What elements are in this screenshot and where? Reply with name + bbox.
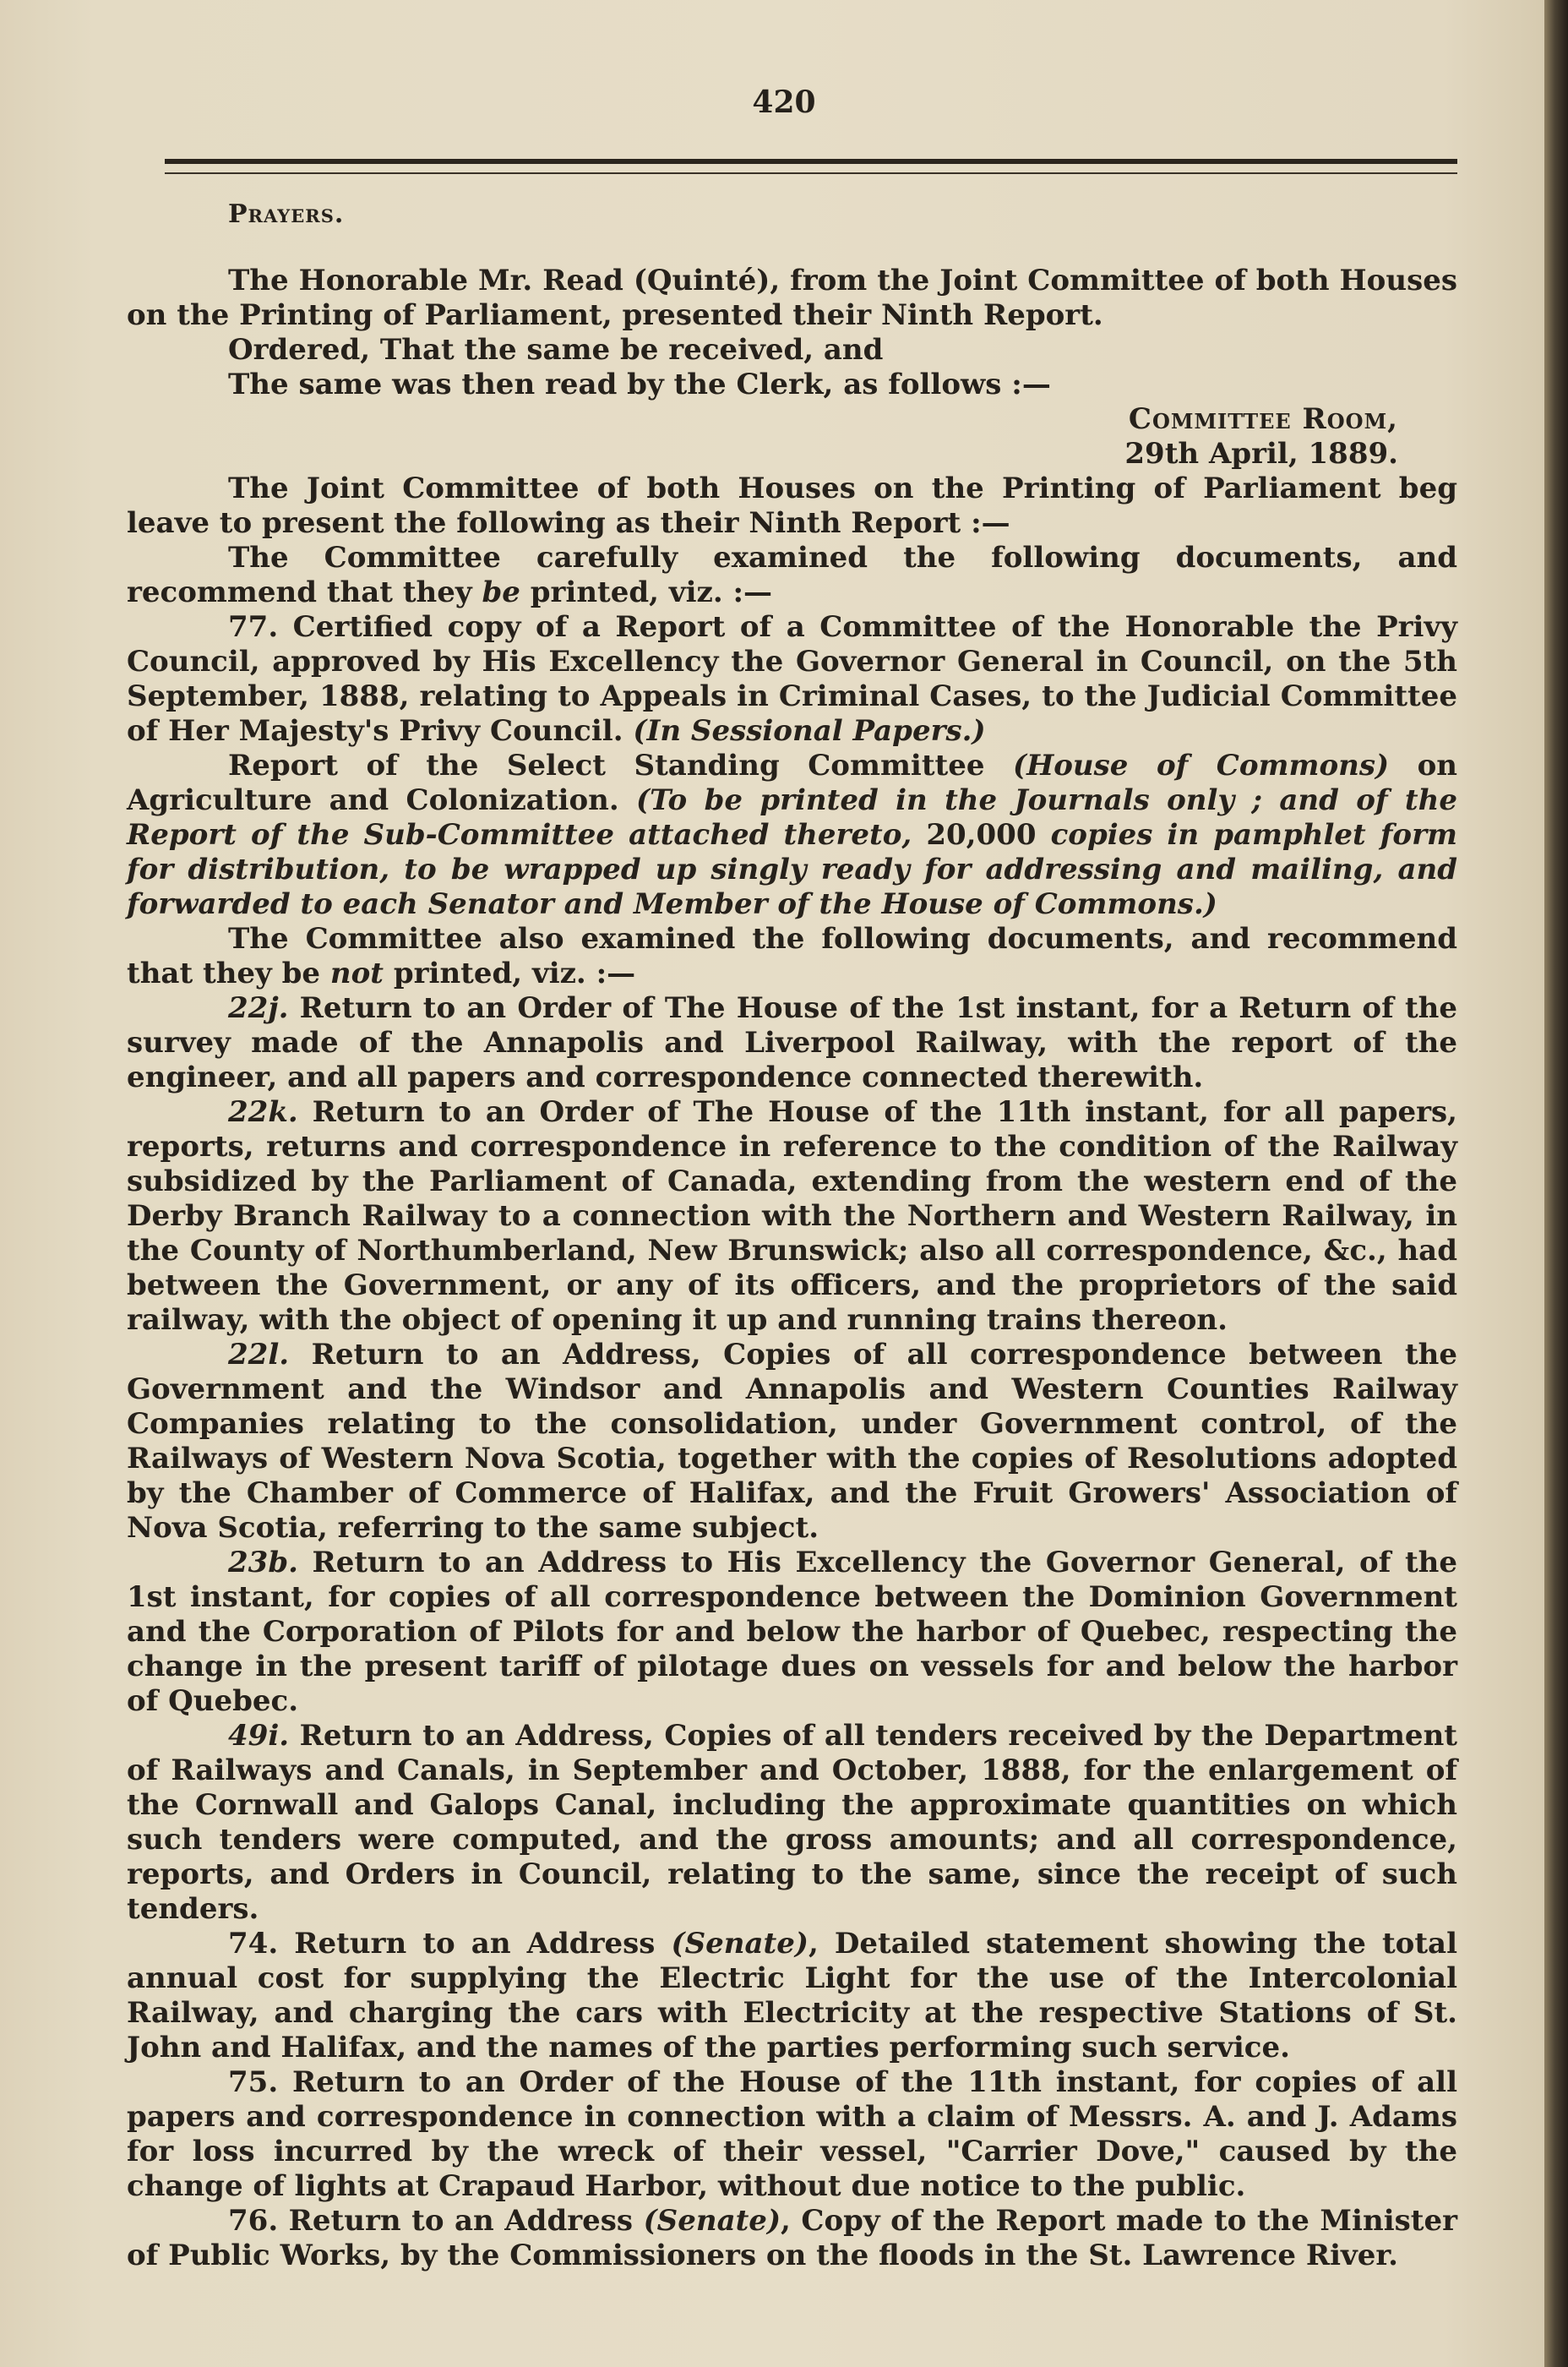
item-number: 22j. [228,991,289,1025]
text-run: Return to an Order of the House of the 11th instant, for copies of all papers and correspondence in connection with a claim of Messrs. A. and J. Adams for loss incurred by the wreck of their vessel, "Carrier Dove," caused by the change of lights at Crapaud Harbor, without due notice to the public. [127,2065,1457,2203]
item-76 [127,2204,1457,2273]
item-49i [127,1719,1457,1927]
italic-run: (To be printed in the Journals only ; and of the Report of the Sub-Committee attached thereto, [127,783,1457,852]
header-rule-thick [165,159,1457,164]
text-run: printed, viz. :— [384,957,636,990]
paragraph-ordered: Ordered, That the same be received, and [228,333,884,367]
signature-committee-room: Committee Room, [1128,402,1398,436]
item-number: 23b. [228,1546,298,1579]
text-run: , Detailed statement showing the total annual cost for supplying the Electric Light for the use of the Intercolonial Railway, and charging the cars with Electricity at the respective Stations of St. John and Halifax, and the names of the parties performing such service. [127,1927,1457,2064]
item-22j [127,991,1457,1095]
text-run: Return to an Order of The House of the 1st instant, for a Return of the survey made of the Annapolis and Liverpool Railway, with the report of the engineer, and all papers and correspondence connected therewith. [127,991,1457,1094]
text-run: The Committee carefully examined the following documents, and recommend that they [127,541,1457,609]
text-run: 20,000 [912,818,1051,852]
text-run: Return to an Address [278,1927,672,1961]
item-number: 22k. [228,1095,298,1129]
journal-body [127,264,1457,2273]
text-run: printed, viz. :— [520,575,773,609]
text-run: Return to an Address to His Excellency the Governor General, of the 1st instant, for copies of all correspondence between the Dominion Government and the Corporation of Pilots for and below the harbor of Quebec, respecting the change in the present tariff of pilotage dues on vessels for and below the harbor of Quebec. [127,1546,1457,1718]
item-number: 74. [228,1927,279,1961]
text-run: Return to an Address [278,2204,644,2238]
italic-run: be [482,575,520,609]
paragraph-read-by-clerk: The same was then read by the Clerk, as follows :— [228,368,1051,401]
text-run: on Agriculture and Colonization. [127,749,1458,817]
page-number: 420 [752,85,816,120]
italic-run: copies in pamphlet form for distribution, to be wrapped up singly ready for addressing and mailing, and forwarded to each Senator and Member of the House of Commons.) [127,818,1457,921]
book-spine-shadow [1544,0,1568,2367]
item-number: 77. [228,610,279,644]
paragraph-recommend-not-printed [127,922,1457,991]
italic-run: (In Sessional Papers.) [633,714,986,748]
italic-run: not [329,957,384,990]
paragraph-report-presented: The Honorable Mr. Read (Quinté), from the Joint Committee of both Houses on the Printing of Parliament, presented their Ninth Report. [127,264,1457,332]
item-agriculture-report [127,749,1457,922]
section-heading: Prayers. [228,199,345,229]
item-77 [127,610,1457,749]
text-run: Report of the Select Standing Committee [228,749,1014,783]
paragraph-recommend-printed [127,541,1457,610]
text-run: , Copy of the Report made to the Minister of Public Works, by the Commissioners on the floods in the St. Lawrence River. [127,2204,1458,2272]
paragraph-ninth-report-intro: The Joint Committee of both Houses on the Printing of Parliament beg leave to present the following as their Ninth Report :— [127,472,1457,540]
item-number: 49i. [228,1719,290,1753]
text-run: Return to an Order of The House of the 11th instant, for all papers, reports, returns and correspondence in reference to the condition of the Railway subsidized by the Parliament of Canada, extending from the western end of the Derby Branch Railway to a connection with the Northern and Western Railway, in the County of Northumberland, New Brunswick; also all correspondence, &c., had between the Government, or any of its officers, and the proprietors of the said railway, with the object of opening it up and running trains thereon. [127,1095,1457,1337]
item-22k [127,1095,1457,1338]
text-run: Return to an Address, Copies of all tenders received by the Department of Railways and Canals, in September and October, 1888, for the enlargement of the Cornwall and Galops Canal, including the approximate quantities on which such tenders were computed, and the gross amounts; and all correspondence, reports, and Orders in Council, relating to the same, since the receipt of such tenders. [127,1719,1457,1926]
item-75 [127,2065,1457,2204]
text-run: Certified copy of a Report of a Committee of the Honorable the Privy Council, approved by His Excellency the Governor General in Council, on the 5th September, 1888, relating to Appeals in Criminal Cases, to the Judicial Committee of Her Majesty's Privy Council. [127,610,1457,748]
item-number: 76. [228,2204,279,2238]
signature-date: 29th April, 1889. [1124,437,1398,471]
header-rule-thin [165,172,1457,174]
item-23b [127,1546,1457,1719]
text-run: Return to an Address, Copies of all correspondence between the Government and the Windsor and Annapolis and Western Counties Railway Companies relating to the consolidation, under Government control, of the Railways of Western Nova Scotia, together with the copies of Resolutions adopted by the Chamber of Commerce of Halifax, and the Fruit Growers' Association of Nova Scotia, referring to the same subject. [127,1338,1457,1545]
text-run: The Committee also examined the following documents, and recommend that they be [127,922,1457,990]
item-number: 75. [228,2065,279,2099]
item-22l [127,1338,1457,1546]
italic-run: (Senate) [643,2204,781,2238]
italic-run: (Senate) [671,1927,808,1961]
item-74 [127,1927,1457,2065]
item-number: 22l. [228,1338,290,1372]
italic-run: (House of Commons) [1013,749,1390,783]
